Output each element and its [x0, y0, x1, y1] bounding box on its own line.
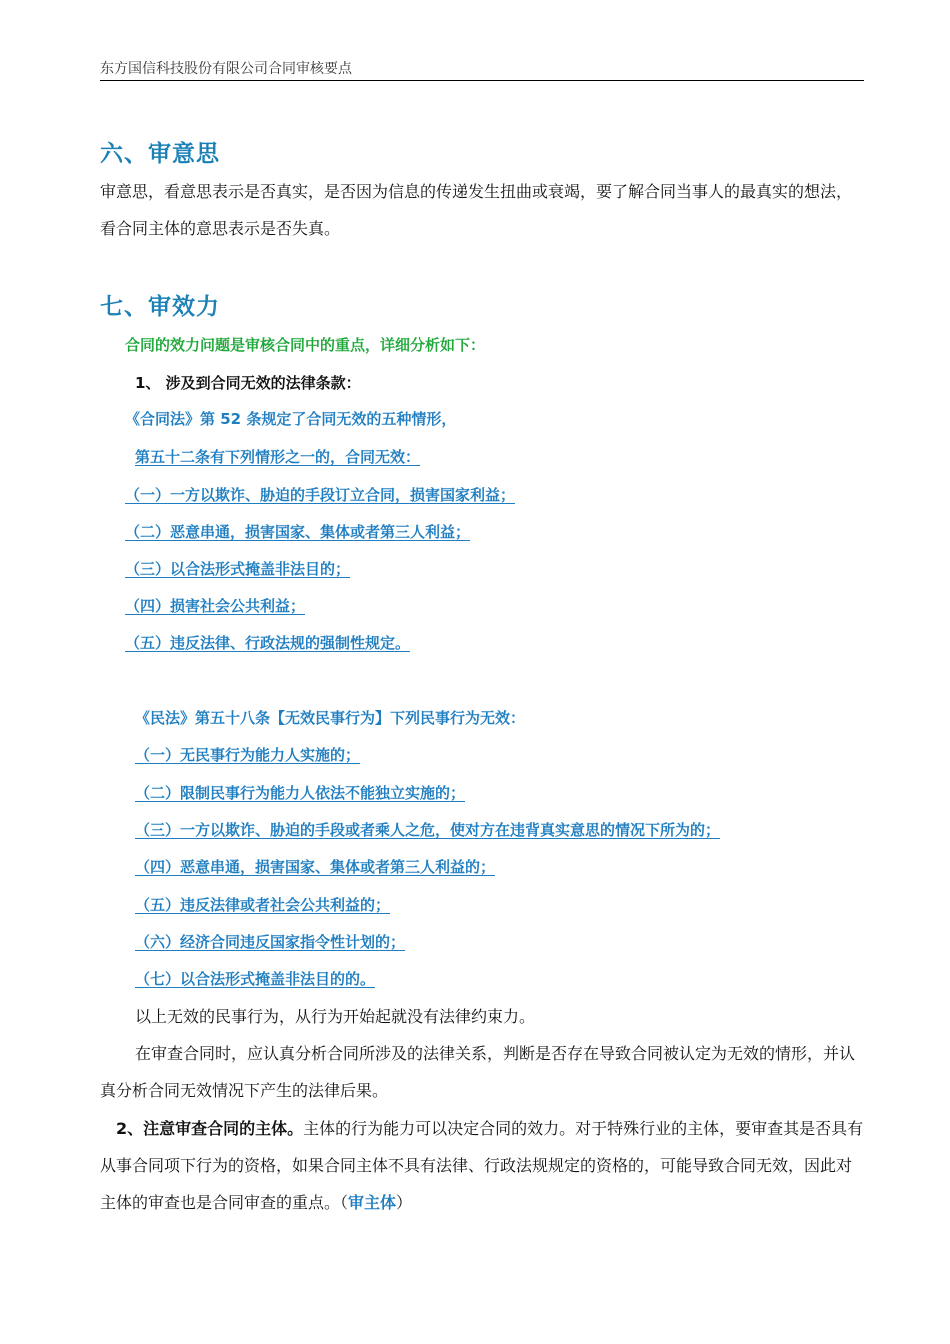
- article-52-item: （二）恶意串通，损害国家、集体或者第三人利益；: [125, 523, 471, 541]
- section-6-heading: 六、审意思: [100, 141, 220, 167]
- civil-law-item: （七）以合法形式掩盖非法目的的。: [135, 970, 376, 988]
- section-7-intro: 合同的效力问题是审核合同中的重点，详细分析如下：: [125, 336, 486, 354]
- review-note: 在审查合同时，应认真分析合同所涉及的法律关系，判断是否存在导致合同被认定为无效的情形，并认真分析合同无效情况下产生的法律后果。: [100, 1044, 856, 1100]
- civil-law-item: （五）违反法律或者社会公共利益的；: [135, 896, 391, 914]
- section-6-body: 审意思，看意思表示是否真实，是否因为信息的传递发生扭曲或衰竭，要了解合同当事人的最真实的想法，看合同主体的意思表示是否失真。: [100, 182, 853, 238]
- running-header: 东方国信科技股份有限公司合同审核要点: [100, 58, 864, 81]
- subsection-2-paragraph: [100, 1110, 866, 1221]
- subsection-2-heading: 2、注意审查合同的主体。: [116, 1119, 304, 1138]
- civil-law-item: （六）经济合同违反国家指令性计划的；: [135, 933, 406, 951]
- article-52-lead: 第五十二条有下列情形之一的，合同无效：: [135, 448, 421, 466]
- section-7-heading: 七、审效力: [100, 294, 220, 320]
- subsection-1-heading: 1、 涉及到合同无效的法律条款：: [135, 374, 361, 392]
- civil-law-item: （三）一方以欺诈、胁迫的手段或者乘人之危，使对方在违背真实意思的情况下所为的；: [135, 821, 721, 839]
- review-subject-tag: 审主体: [348, 1193, 397, 1212]
- civil-law-item: （四）恶意串通，损害国家、集体或者第三人利益的；: [135, 858, 496, 876]
- article-52-item: （三）以合法形式掩盖非法目的；: [125, 560, 351, 578]
- civil-law-item: （一）无民事行为能力人实施的；: [135, 746, 361, 764]
- civil-law-item: （二）限制民事行为能力人依法不能独立实施的；: [135, 784, 466, 802]
- civil-law-lead: 《民法》第五十八条【无效民事行为】下列民事行为无效：: [135, 709, 526, 727]
- subsection-2-close: ）: [396, 1193, 413, 1212]
- article-52-item: （一）一方以欺诈、胁迫的手段订立合同，损害国家利益；: [125, 486, 516, 504]
- void-effect-note: 以上无效的民事行为，从行为开始起就没有法律约束力。: [135, 1007, 536, 1026]
- article-52-item: （四）损害社会公共利益；: [125, 597, 306, 615]
- article-52-item: （五）违反法律、行政法规的强制性规定。: [125, 634, 411, 652]
- contract-law-lead: 《合同法》第 52 条规定了合同无效的五种情形，: [125, 410, 457, 428]
- subsection-2-body: 主体的行为能力可以决定合同的效力。对于特殊行业的主体，要审查其是否具有从事合同项下行为的资格，如果合同主体不具有法律、行政法规规定的资格的，可能导致合同无效，因此对主体的审查也是合同审查的重点。（: [100, 1119, 864, 1212]
